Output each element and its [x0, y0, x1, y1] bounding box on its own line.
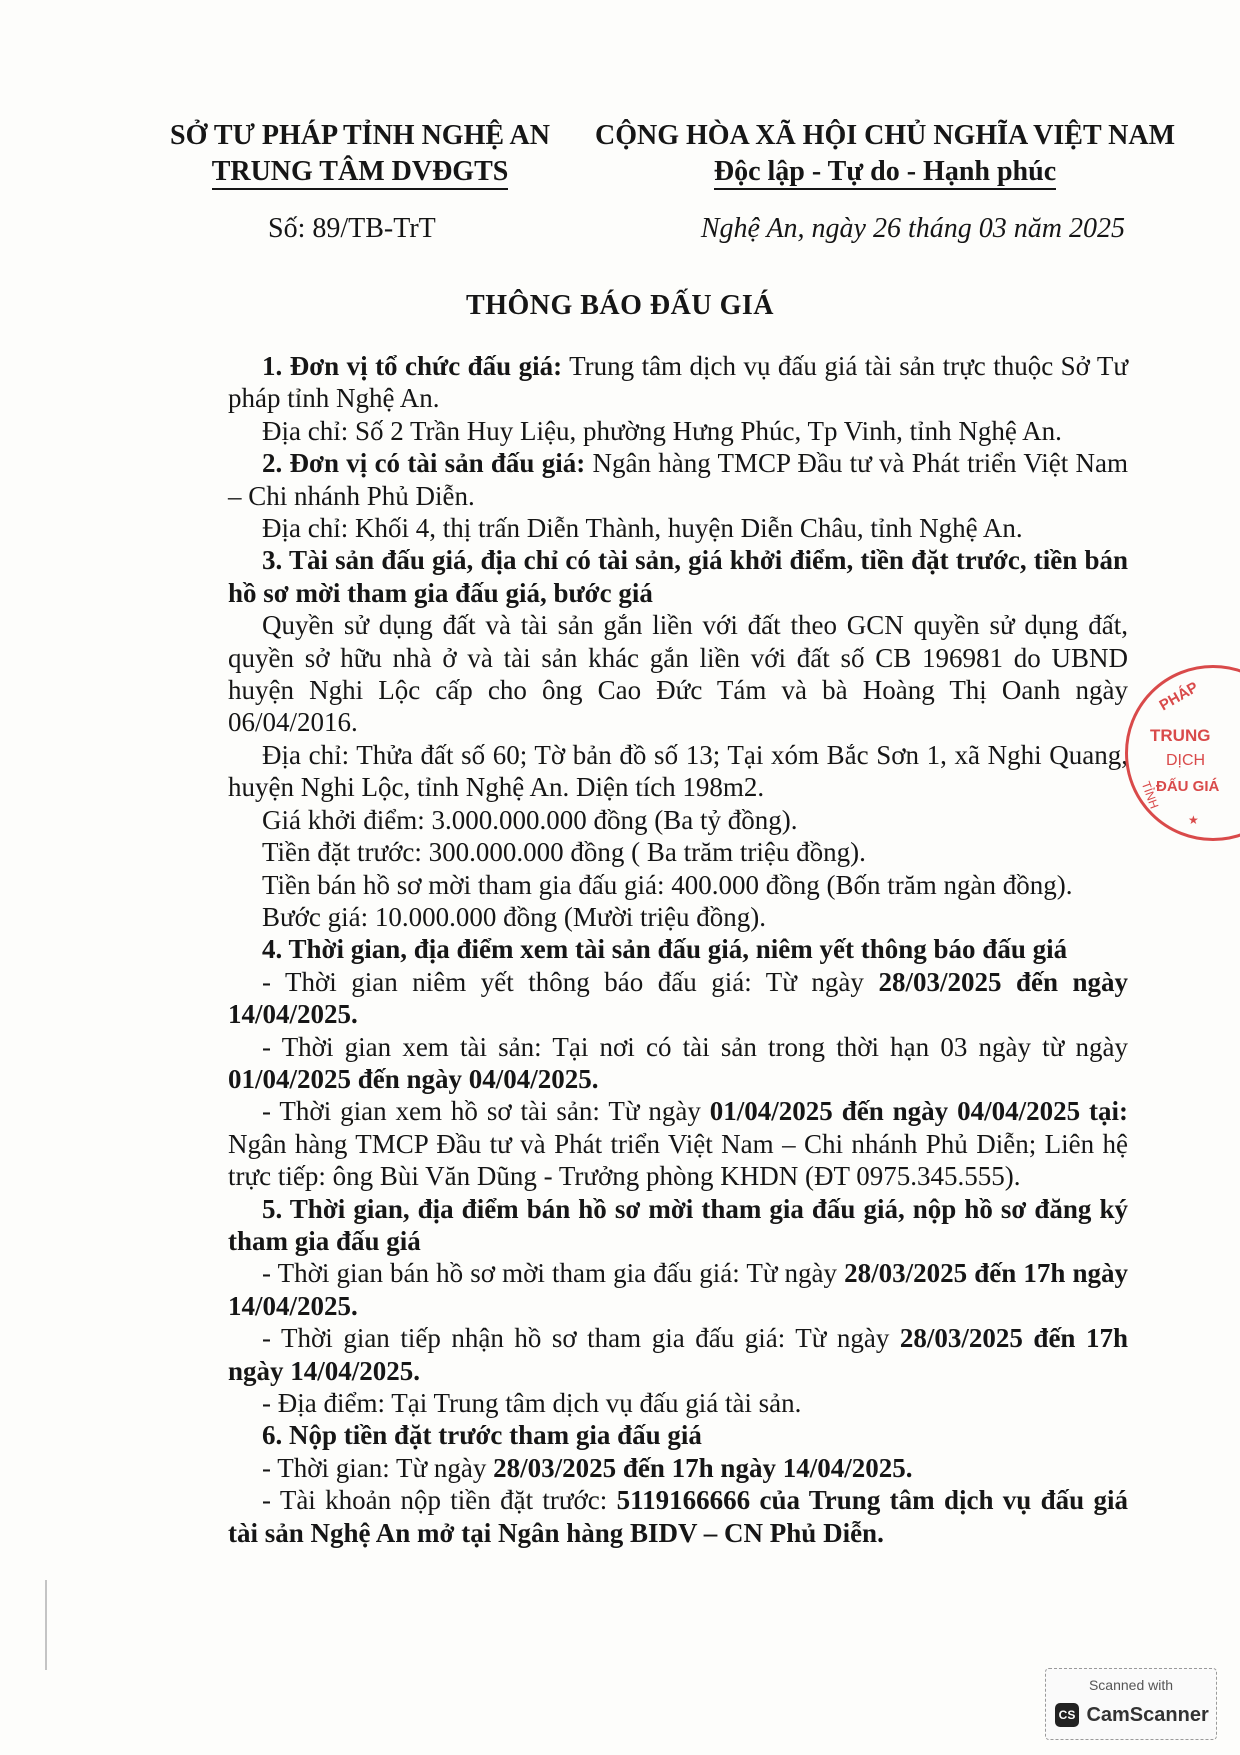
- scan-artifact: [45, 1580, 47, 1670]
- section-1: [228, 350, 1128, 415]
- section-4-line-2-dates: 01/04/2025 đến ngày 04/04/2025.: [228, 1063, 599, 1094]
- section-6-line-1-text: - Thời gian: Từ ngày: [262, 1452, 494, 1483]
- section-3-step: Bước giá: 10.000.000 đồng (Mười triệu đồng).: [262, 901, 767, 932]
- section-6-line-2-account: 5119166666 của Trung tâm dịch vụ đấu giá tài sản Nghệ An mở tại Ngân hàng BIDV – CN Phủ Diễn.: [228, 1485, 1129, 1548]
- document-body: [228, 350, 1128, 1549]
- section-4-line-3-dates: 01/04/2025 đến ngày 04/04/2025 tại:: [709, 1096, 1128, 1127]
- section-6-line-1: [228, 1452, 1128, 1484]
- camscanner-watermark: [1045, 1668, 1217, 1740]
- seal-text-middle: DỊCH: [1166, 752, 1206, 769]
- section-3-address: Địa chỉ: Thửa đất số 60; Tờ bản đồ số 13; Tại xóm Bắc Sơn 1, xã Nghi Quang, huyện Nghi Lộc, tỉnh Nghệ An. Diện tích 198m2.: [228, 739, 1128, 803]
- seal-text-lower: ĐẤU GIÁ: [1156, 778, 1220, 795]
- section-4-line-1: [228, 966, 1128, 1031]
- seal-text-top: PHÁP: [1156, 678, 1202, 715]
- section-3-asset: Quyền sử dụng đất và tài sản gắn liền với đất theo GCN quyền sử dụng đất, quyền sở hữu nhà ở và tài sản khác gắn liền với đất số CB 196981 do UBND huyện Nghi Lộc cấp cho ông Cao Đức Tám và bà Hoàng Thị Oanh ngày 06/04/2016.: [228, 610, 1128, 738]
- national-motto: Độc lập - Tự do - Hạnh phúc: [714, 156, 1056, 190]
- section-2-address: Địa chỉ: Khối 4, thị trấn Diễn Thành, huyện Diễn Châu, tỉnh Nghệ An.: [262, 513, 1023, 544]
- issue-date: Nghệ An, ngày 26 tháng 03 năm 2025: [700, 213, 1125, 244]
- watermark-brand-row: [1055, 1703, 1209, 1727]
- section-3-deposit: Tiền đặt trước: 300.000.000 đồng ( Ba trăm triệu đồng).: [262, 837, 866, 868]
- section-4-heading: 4. Thời gian, địa điểm xem tài sản đấu giá, niêm yết thông báo đấu giá: [262, 934, 1068, 965]
- section-5-line-2-dates: 28/03/2025 đến 17h ngày 14/04/2025.: [228, 1323, 1128, 1386]
- section-1-address: Địa chỉ: Số 2 Trần Huy Liệu, phường Hưng Phúc, Tp Vinh, tỉnh Nghệ An.: [262, 415, 1062, 446]
- issuer-center: TRUNG TÂM DVĐGTS: [212, 156, 509, 190]
- section-4-line-2: [228, 1031, 1128, 1096]
- section-5-line-2-text: - Thời gian tiếp nhận hồ sơ tham gia đấu giá: Từ ngày: [262, 1323, 900, 1354]
- watermark-brand: CamScanner: [1086, 1703, 1209, 1726]
- section-5-line-1-dates: 28/03/2025 đến 17h ngày 14/04/2025.: [228, 1258, 1128, 1321]
- section-2: [228, 447, 1128, 512]
- section-3-start-price: Giá khởi điểm: 3.000.000.000 đồng (Ba tỷ đồng).: [262, 804, 798, 835]
- section-5-line-3: - Địa điểm: Tại Trung tâm dịch vụ đấu giá tài sản.: [262, 1388, 802, 1418]
- reference-number: Số: 89/TB-TrT: [268, 213, 436, 244]
- document-title: THÔNG BÁO ĐẤU GIÁ: [466, 290, 774, 321]
- section-6-line-1-dates: 28/03/2025 đến 17h ngày 14/04/2025.: [493, 1452, 913, 1483]
- section-3-heading: 3. Tài sản đấu giá, địa chỉ có tài sản, giá khởi điểm, tiền đặt trước, tiền bán hồ sơ mời tham gia đấu giá, bước giá: [228, 545, 1128, 608]
- section-5-line-1-text: - Thời gian bán hồ sơ mời tham gia đấu giá: Từ ngày: [262, 1258, 845, 1289]
- issuer-department: SỞ TƯ PHÁP TỈNH NGHỆ AN: [170, 120, 550, 151]
- national-header: [585, 118, 1185, 190]
- section-6-line-2: [228, 1484, 1128, 1549]
- section-4-line-1-dates: 28/03/2025 đến ngày 14/04/2025.: [228, 966, 1128, 1030]
- section-4-line-3-text: - Thời gian xem hồ sơ tài sản: Từ ngày: [262, 1096, 710, 1127]
- section-5-heading: 5. Thời gian, địa điểm bán hồ sơ mời tham gia đấu giá, nộp hồ sơ đăng ký tham gia đấu giá: [228, 1193, 1128, 1256]
- section-3-file-fee: Tiền bán hồ sơ mời tham gia đấu giá: 400.000 đồng (Bốn trăm ngàn đồng).: [262, 869, 1073, 900]
- seal-text-side: TỈNH: [1138, 779, 1162, 811]
- section-6-heading: 6. Nộp tiền đặt trước tham gia đấu giá: [262, 1420, 702, 1451]
- section-4-line-2-text: - Thời gian xem tài sản: Tại nơi có tài sản trong thời hạn 03 ngày từ ngày: [262, 1031, 1128, 1062]
- watermark-caption: Scanned with: [1088, 1677, 1174, 1693]
- section-2-label: 2. Đơn vị có tài sản đấu giá:: [262, 448, 586, 479]
- seal-text-center: TRUNG: [1150, 726, 1211, 745]
- seal-star-icon: ★: [1188, 813, 1199, 827]
- section-1-label: 1. Đơn vị tổ chức đấu giá:: [262, 351, 563, 381]
- section-5-line-1: [228, 1257, 1128, 1322]
- camscanner-logo-icon: CS: [1055, 1703, 1079, 1727]
- section-4-line-1-text: - Thời gian niêm yết thông báo đấu giá: Từ ngày: [262, 966, 879, 997]
- official-seal: [1125, 665, 1240, 841]
- section-4-line-3: [228, 1095, 1128, 1192]
- section-5-line-2: [228, 1322, 1128, 1387]
- section-6-line-2-text: - Tài khoản nộp tiền đặt trước:: [262, 1485, 617, 1516]
- section-2-text: Ngân hàng TMCP Đầu tư và Phát triển Việt Nam – Chi nhánh Phủ Diễn.: [228, 448, 1128, 511]
- issuer-header: [150, 118, 570, 190]
- country-name: CỘNG HÒA XÃ HỘI CHỦ NGHĨA VIỆT NAM: [594, 120, 1176, 151]
- section-1-text: Trung tâm dịch vụ đấu giá tài sản trực thuộc Sở Tư pháp tỉnh Nghệ An.: [228, 351, 1129, 414]
- section-4-line-3-contact: Ngân hàng TMCP Đầu tư và Phát triển Việt Nam – Chi nhánh Phủ Diễn; Liên hệ trực tiếp: ông Bùi Văn Dũng - Trưởng phòng KHDN (ĐT 0975.345.555).: [228, 1128, 1128, 1192]
